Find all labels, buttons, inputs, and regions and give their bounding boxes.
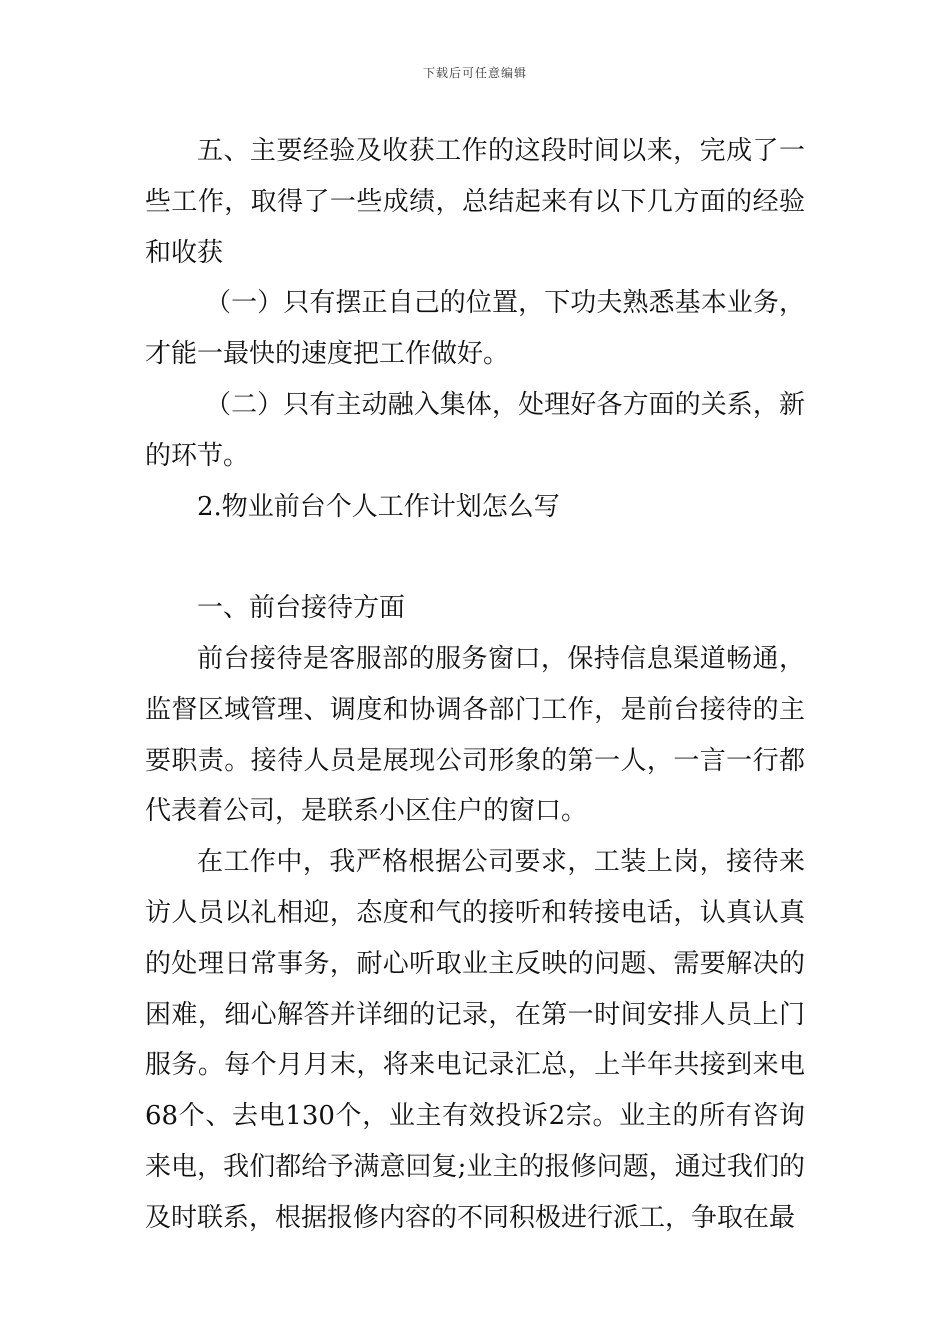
paragraph-reception-duties: 前台接待是客服部的服务窗口，保持信息渠道畅通，监督区域管理、调度和协调各部门工作，是前台接待的主要职责。接待人员是展现公司形象的第一人，一言一行都代表着公司，是联系小区住户的窗口。 [145,643,805,827]
page-header-note: 下载后可任意编辑 [422,66,527,80]
document-body [145,126,805,1244]
blank-line [145,532,805,583]
paragraph-point-one: （一）只有摆正自己的位置，下功夫熟悉基本业务，才能一最快的速度把工作做好。 [145,288,805,370]
paragraph-work-details: 在工作中，我严格根据公司要求，工装上岗，接待来访人员以礼相迎，态度和气的接听和转接电话，认真认真的处理日常事务，耐心听取业主反映的问题、需要解决的困难，细心解答并详细的记录，在第一时间安排人员上门服务。每个月月末，将来电记录汇总，上半年共接到来电68个、去电130个，业主有效投诉2宗。业主的所有咨询来电，我们都给予满意回复;业主的报修问题，通过我们的及时联系，根据报修内容的不同积极进行派工，争取在最 [145,847,805,1233]
paragraph-point-two: （二）只有主动融入集体，处理好各方面的关系，新的环节。 [145,389,805,471]
section-heading-work-plan: 2.物业前台个人工作计划怎么写 [197,491,560,522]
paragraph-experience-summary: 五、主要经验及收获工作的这段时间以来，完成了一些工作，取得了一些成绩，总结起来有以下几方面的经验和收获 [145,136,805,268]
section-heading-reception: 一、前台接待方面 [197,593,406,624]
